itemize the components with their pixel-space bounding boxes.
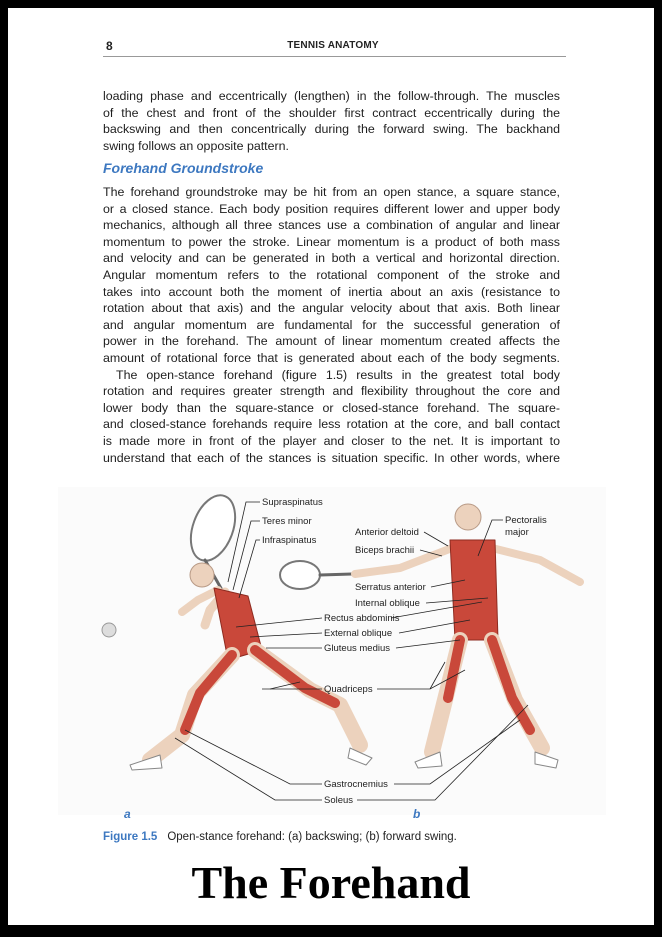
running-head: TENNIS ANATOMY xyxy=(287,40,379,51)
label-rectus-abdominis: Rectus abdominis xyxy=(324,613,400,624)
text-line: backswing and then concentrically during the forward swing. The backhand xyxy=(103,122,560,137)
label-anterior-deltoid: Anterior deltoid xyxy=(355,527,419,538)
racket-b xyxy=(280,561,320,589)
panel-label-b: b xyxy=(413,807,421,821)
label-gluteus-medius: Gluteus medius xyxy=(324,643,391,654)
label-supraspinatus: Supraspinatus xyxy=(262,497,323,508)
label-teres-minor: Teres minor xyxy=(262,516,312,527)
text-line: and angular momentum are fundamental for the successful generation of xyxy=(103,317,560,332)
text-line: rotation about that axis) and the angular velocity about that axis. Both linear xyxy=(103,301,560,316)
label-internal-oblique: Internal oblique xyxy=(355,598,420,609)
label-soleus: Soleus xyxy=(324,795,354,806)
label-infraspinatus: Infraspinatus xyxy=(262,535,317,546)
page-number: 8 xyxy=(106,39,113,53)
panel-label-a: a xyxy=(124,807,131,821)
text-line: The open-stance forehand (figure 1.5) results in the greatest total body xyxy=(116,367,560,382)
text-line: takes into account both the moment of inertia about an axis (resistance to xyxy=(103,284,560,299)
text-line: swing follows an opposite pattern. xyxy=(103,138,289,153)
section-heading: Forehand Groundstroke xyxy=(103,160,264,176)
text-line: momentum to power the stroke. Linear momentum is a product of both mass xyxy=(103,234,560,249)
label-quadriceps: Quadriceps xyxy=(324,684,373,695)
text-line: Angular momentum refers to the rotational component of the stroke and xyxy=(103,267,560,282)
caption-text: Open-stance forehand: (a) backswing; (b) forward swing. xyxy=(167,831,457,843)
label-biceps-brachii: Biceps brachii xyxy=(355,545,415,556)
label-external-oblique: External oblique xyxy=(324,628,393,639)
text-line: and velocity and can be generated in both a vertical and horizontal direction. xyxy=(103,251,560,266)
text-line: is made more in front of the player and closer to the net. It is important to xyxy=(103,433,560,448)
text-line: amount of rotational force that is generated about each of the body segments. xyxy=(103,350,560,365)
text-line: mechanics, although all three stances use a combination of angular and linear xyxy=(103,218,560,233)
text-line: or a closed stance. Each body position requires different lower and upper body xyxy=(103,201,560,216)
text-line: of the chest and front of the shoulder first contract eccentrically during the xyxy=(103,105,560,120)
text-line: loading phase and eccentrically (lengthen) in the follow-through. The muscles xyxy=(103,89,560,103)
figure-caption xyxy=(103,831,457,843)
text-line: lower body than the square-stance or closed-stance forehand. The square- xyxy=(103,400,560,415)
label-gastrocnemius: Gastrocnemius xyxy=(324,779,388,790)
overlay-title: The Forehand xyxy=(191,857,471,908)
text-line: power in the forehand. The amount of linear momentum created affects the xyxy=(103,334,560,349)
text-line: rotation and requires greater strength and flexibility throughout the core and xyxy=(103,384,560,399)
label-serratus-anterior: Serratus anterior xyxy=(355,582,426,593)
label-major: major xyxy=(505,527,529,538)
label-pectoralis: Pectoralis xyxy=(505,515,547,526)
figure-number: Figure 1.5 xyxy=(103,831,158,843)
text-line: The forehand groundstroke may be hit from an open stance, a square stance, xyxy=(103,185,560,199)
text-line: understand that each of the stances is situation specific. In other words, where xyxy=(103,450,560,465)
tennis-ball xyxy=(102,623,116,637)
text-line: and closed-stance forehands require less rotation at the core, and ball contact xyxy=(103,417,560,432)
